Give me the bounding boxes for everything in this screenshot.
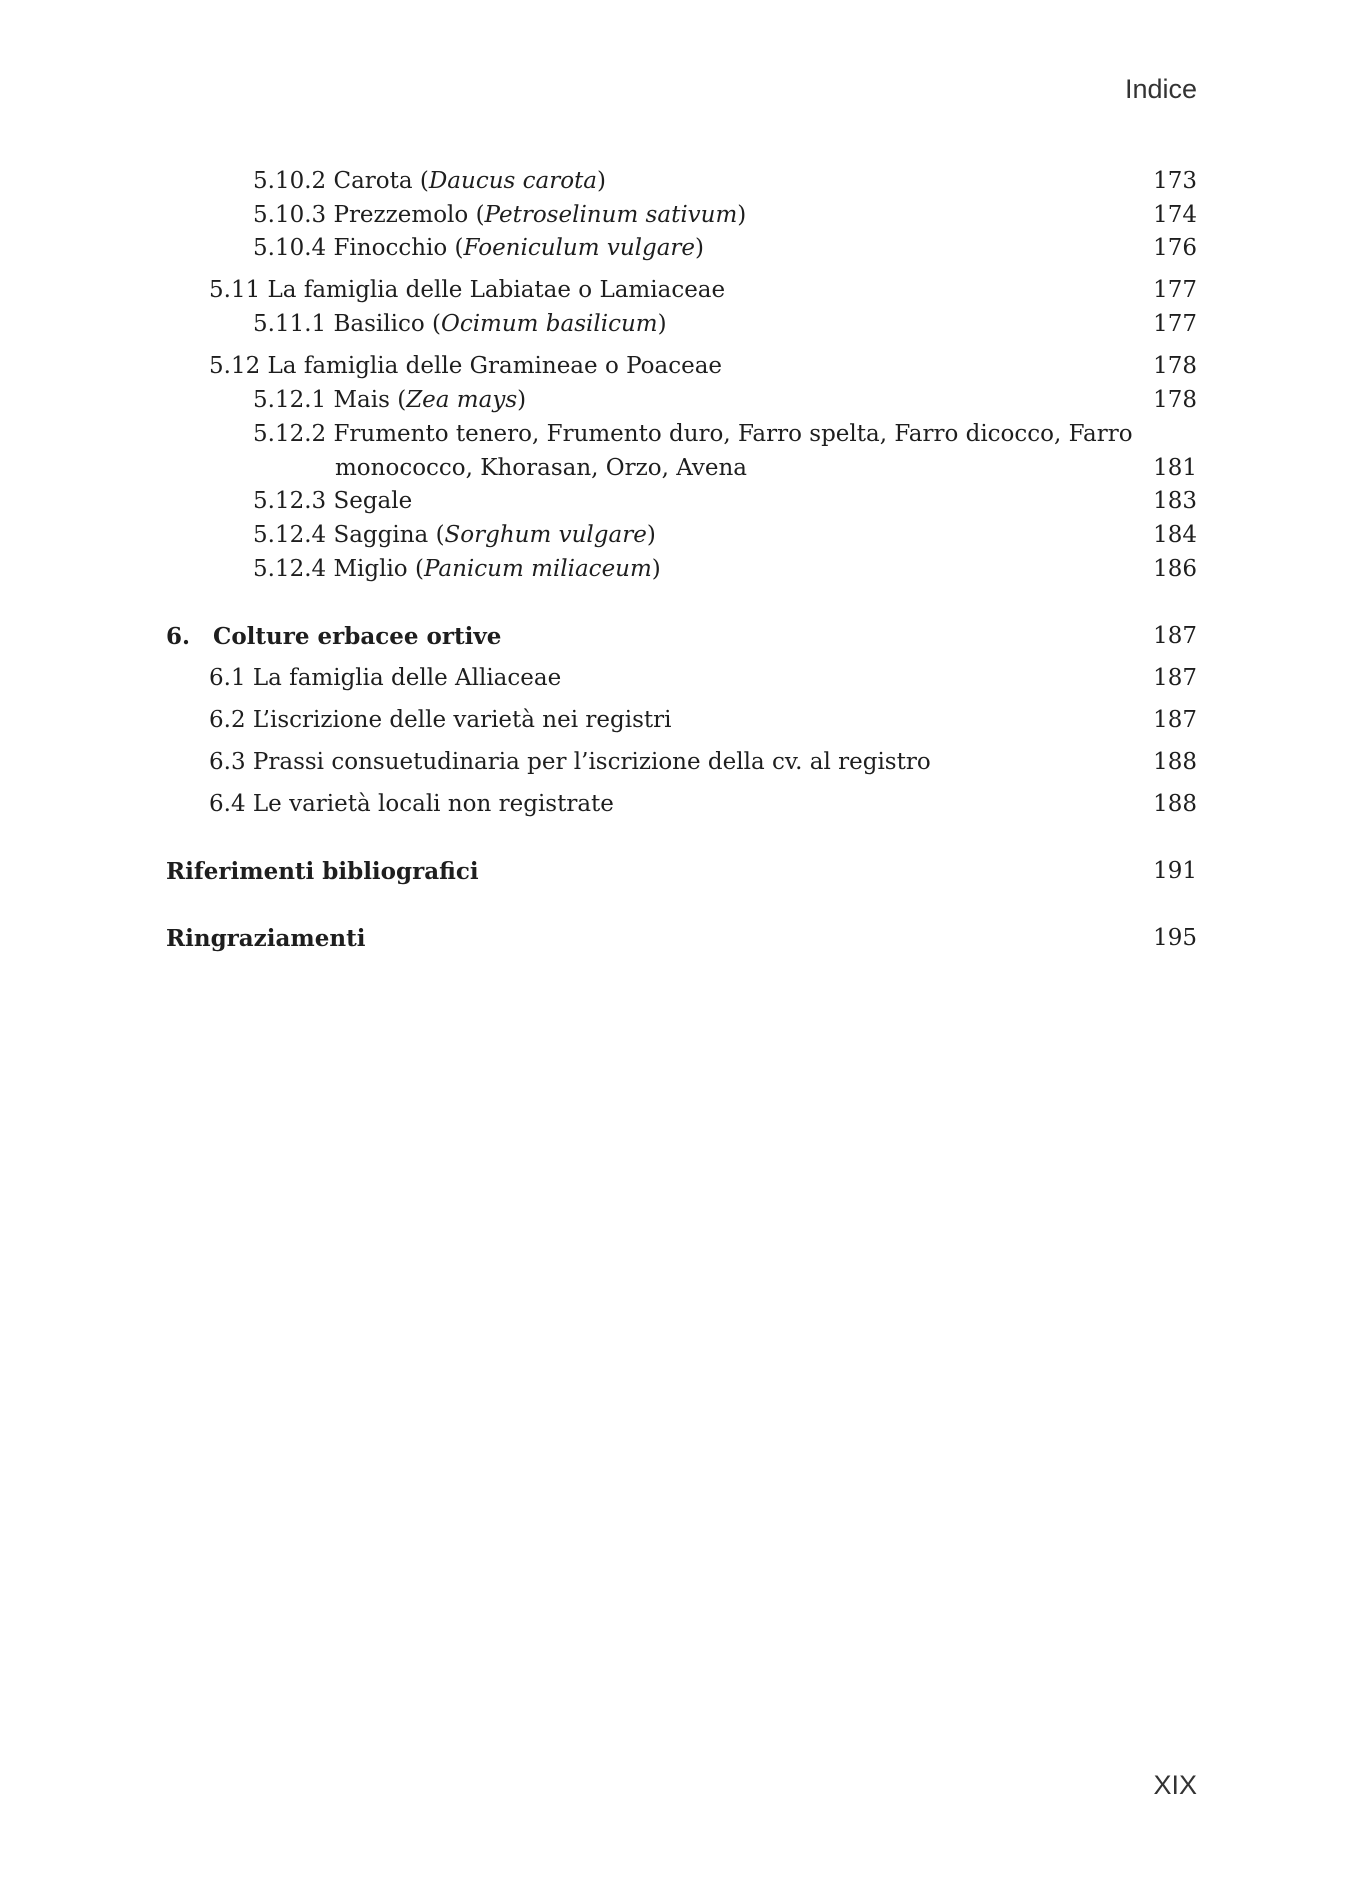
page-number: XIX bbox=[1153, 1770, 1197, 1800]
running-head: Indice bbox=[1124, 74, 1197, 104]
toc-entry-title: 5.12.4 Miglio (Panicum miliaceum) bbox=[253, 556, 661, 582]
toc-entry-page: 173 bbox=[1153, 168, 1197, 194]
toc-entry-page: 181 bbox=[1153, 455, 1197, 481]
toc-entry-title-continued: monococco, Khorasan, Orzo, Avena bbox=[335, 455, 748, 481]
toc-entry-title: 6. Colture erbacee ortive bbox=[166, 623, 502, 650]
toc-entry-title: 6.3 Prassi consuetudinaria per l’iscrizione della cv. al registro bbox=[209, 749, 931, 775]
toc-entry-title: 6.4 Le varietà locali non registrate bbox=[209, 791, 614, 817]
toc-entry-title: 5.10.2 Carota (Daucus carota) bbox=[253, 168, 607, 194]
toc-entry-page: 178 bbox=[1153, 353, 1197, 379]
toc-entry-page: 178 bbox=[1153, 387, 1197, 413]
toc-entry-title: 5.10.4 Finocchio (Foeniculum vulgare) bbox=[253, 235, 705, 261]
toc-entry-page: 177 bbox=[1153, 311, 1197, 337]
toc-entry-title: 5.10.3 Prezzemolo (Petroselinum sativum) bbox=[253, 202, 747, 228]
toc-entry-page: 195 bbox=[1153, 925, 1197, 951]
toc-entry-title: 5.11.1 Basilico (Ocimum basilicum) bbox=[253, 311, 667, 337]
toc-entry-page: 187 bbox=[1153, 707, 1197, 733]
toc-entry-title: 5.12.4 Saggina (Sorghum vulgare) bbox=[253, 522, 656, 548]
toc-entry-title: 5.12 La famiglia delle Gramineae o Poaceae bbox=[209, 353, 723, 379]
toc-entry-page: 187 bbox=[1153, 623, 1197, 649]
toc-entry-title: 5.12.3 Segale bbox=[253, 488, 413, 514]
toc-entry-title: 5.11 La famiglia delle Labiatae o Lamiaceae bbox=[209, 277, 726, 303]
toc-entry-title: 6.1 La famiglia delle Alliaceae bbox=[209, 665, 562, 691]
toc-entry-title: Riferimenti bibliografici bbox=[166, 858, 479, 885]
toc-entry-page: 187 bbox=[1153, 665, 1197, 691]
toc-entry-page: 174 bbox=[1153, 202, 1197, 228]
toc-entry-page: 191 bbox=[1153, 858, 1197, 884]
toc-entry-title: 5.12.1 Mais (Zea mays) bbox=[253, 387, 527, 413]
toc-entry-page: 188 bbox=[1153, 791, 1197, 817]
toc-entry-page: 177 bbox=[1153, 277, 1197, 303]
toc-entry-title: 6.2 L’iscrizione delle varietà nei registri bbox=[209, 707, 672, 733]
toc-entry-title: Ringraziamenti bbox=[166, 925, 366, 952]
toc-entry-page: 183 bbox=[1153, 488, 1197, 514]
toc-entry-page: 188 bbox=[1153, 749, 1197, 775]
toc-entry-page: 184 bbox=[1153, 522, 1197, 548]
toc-entry-page: 176 bbox=[1153, 235, 1197, 261]
toc-entry-page: 186 bbox=[1153, 556, 1197, 582]
toc-entry-title: 5.12.2 Frumento tenero, Frumento duro, Farro spelta, Farro dicocco, Farro bbox=[253, 421, 1133, 447]
